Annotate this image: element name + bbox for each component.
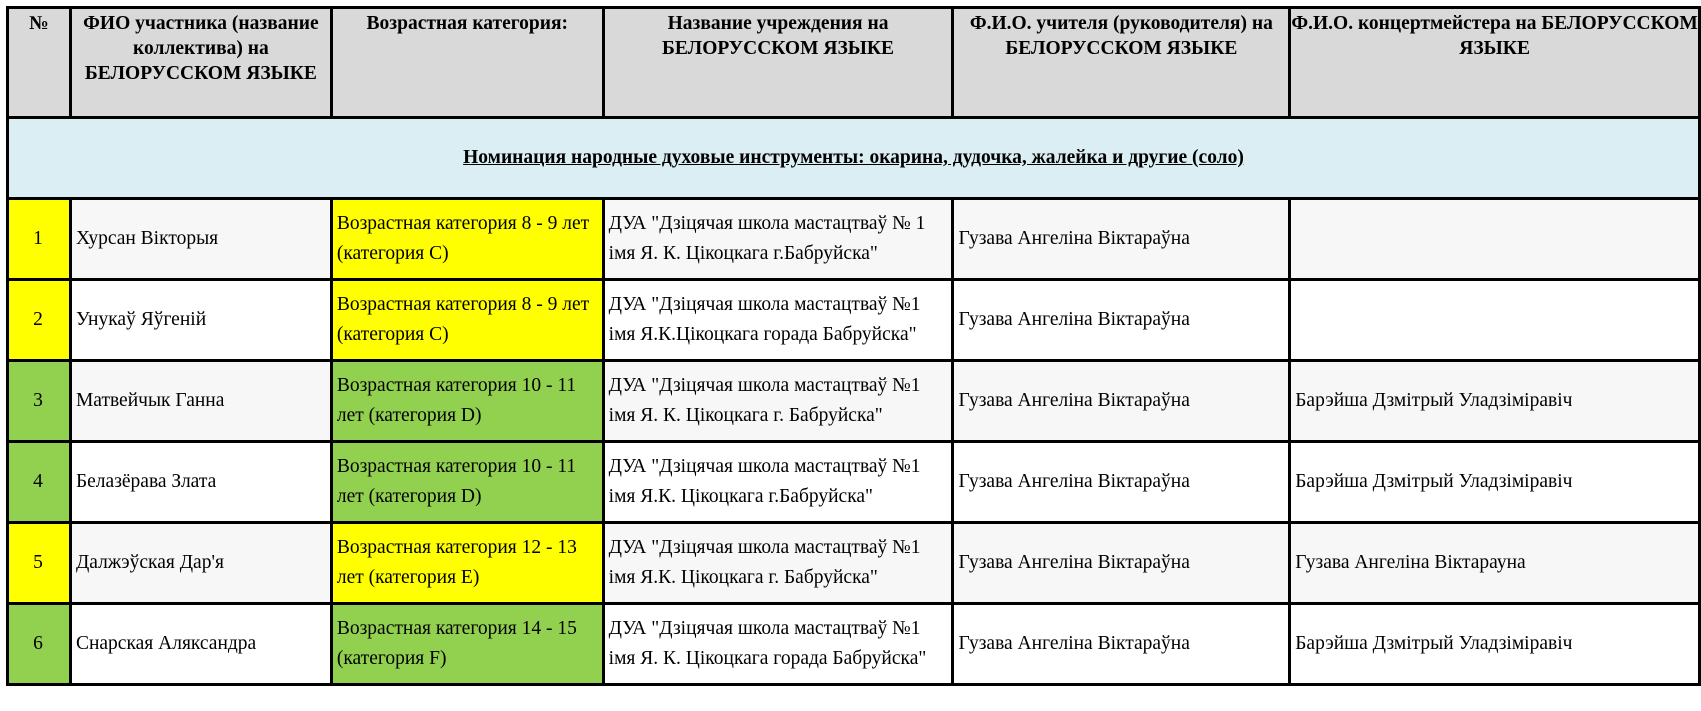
table-row (8, 604, 1700, 685)
header-row (8, 8, 1700, 118)
header-teacher: Ф.И.О. учителя (руководителя) на БЕЛОРУССКОМ ЯЗЫКЕ (953, 8, 1290, 118)
cell-school: ДУА "Дзіцячая школа мастацтваў №1 імя Я. К. Цікоцкага горада Бабруйска" (603, 604, 953, 685)
cell-name: Матвейчык Ганна (70, 361, 331, 442)
cell-age: Возрастная категория 8 - 9 лет (категория С) (331, 280, 603, 361)
cell-accompanist: Барэйша Дзмітрый Уладзіміравіч (1290, 361, 1700, 442)
cell-accompanist: Барэйша Дзмітрый Уладзіміравіч (1290, 442, 1700, 523)
cell-school: ДУА "Дзіцячая школа мастацтваў №1 імя Я.К. Цікоцкага г. Бабруйска" (603, 523, 953, 604)
cell-num: 1 (8, 199, 71, 280)
cell-school: ДУА "Дзіцячая школа мастацтваў №1 імя Я. К. Цікоцкага г. Бабруйска" (603, 361, 953, 442)
cell-school: ДУА "Дзіцячая школа мастацтваў № 1 імя Я. К. Цікоцкага г.Бабруйска" (603, 199, 953, 280)
cell-teacher: Гузава Ангеліна Віктараўна (953, 523, 1290, 604)
table-row (8, 199, 1700, 280)
header-num: № (8, 8, 71, 118)
cell-teacher: Гузава Ангеліна Віктараўна (953, 280, 1290, 361)
cell-num: 3 (8, 361, 71, 442)
cell-num: 5 (8, 523, 71, 604)
cell-school: ДУА "Дзіцячая школа мастацтваў №1 імя Я.К. Цікоцкага г.Бабруйска" (603, 442, 953, 523)
cell-accompanist: Гузава Ангеліна Віктарауна (1290, 523, 1700, 604)
cell-num: 4 (8, 442, 71, 523)
cell-age: Возрастная категория 14 - 15 (категория F) (331, 604, 603, 685)
cell-name: Снарская Аляксандра (70, 604, 331, 685)
nomination-row (8, 118, 1700, 199)
table-row (8, 361, 1700, 442)
table-row (8, 523, 1700, 604)
cell-age: Возрастная категория 10 - 11 лет (категория D) (331, 442, 603, 523)
cell-teacher: Гузава Ангеліна Віктараўна (953, 199, 1290, 280)
cell-accompanist (1290, 199, 1700, 280)
cell-num: 2 (8, 280, 71, 361)
table-row (8, 280, 1700, 361)
header-age: Возрастная категория: (331, 8, 603, 118)
cell-accompanist: Барэйша Дзмітрый Уладзіміравіч (1290, 604, 1700, 685)
cell-name: Далжэўская Дар'я (70, 523, 331, 604)
cell-num: 6 (8, 604, 71, 685)
cell-teacher: Гузава Ангеліна Віктараўна (953, 604, 1290, 685)
table-row (8, 442, 1700, 523)
nomination-title: Номинация народные духовые инструменты: окарина, дудочка, жалейка и другие (соло) (8, 118, 1700, 199)
cell-name: Хурсан Вікторыя (70, 199, 331, 280)
header-accompanist: Ф.И.О. концертмейстера на БЕЛОРУССКОМ ЯЗЫКЕ (1290, 8, 1700, 118)
cell-age: Возрастная категория 12 - 13 лет (категория Е) (331, 523, 603, 604)
header-name: ФИО участника (название коллектива) на БЕЛОРУССКОМ ЯЗЫКЕ (70, 8, 331, 118)
cell-teacher: Гузава Ангеліна Віктараўна (953, 361, 1290, 442)
cell-teacher: Гузава Ангеліна Віктараўна (953, 442, 1290, 523)
participants-table (6, 6, 1701, 686)
cell-name: Белазёрава Злата (70, 442, 331, 523)
cell-age: Возрастная категория 10 - 11 лет (категория D) (331, 361, 603, 442)
cell-age: Возрастная категория 8 - 9 лет (категория С) (331, 199, 603, 280)
cell-school: ДУА "Дзіцячая школа мастацтваў №1 імя Я.К.Цікоцкага горада Бабруйска" (603, 280, 953, 361)
cell-name: Унукаў Яўгеній (70, 280, 331, 361)
cell-accompanist (1290, 280, 1700, 361)
header-school: Название учреждения на БЕЛОРУССКОМ ЯЗЫКЕ (603, 8, 953, 118)
